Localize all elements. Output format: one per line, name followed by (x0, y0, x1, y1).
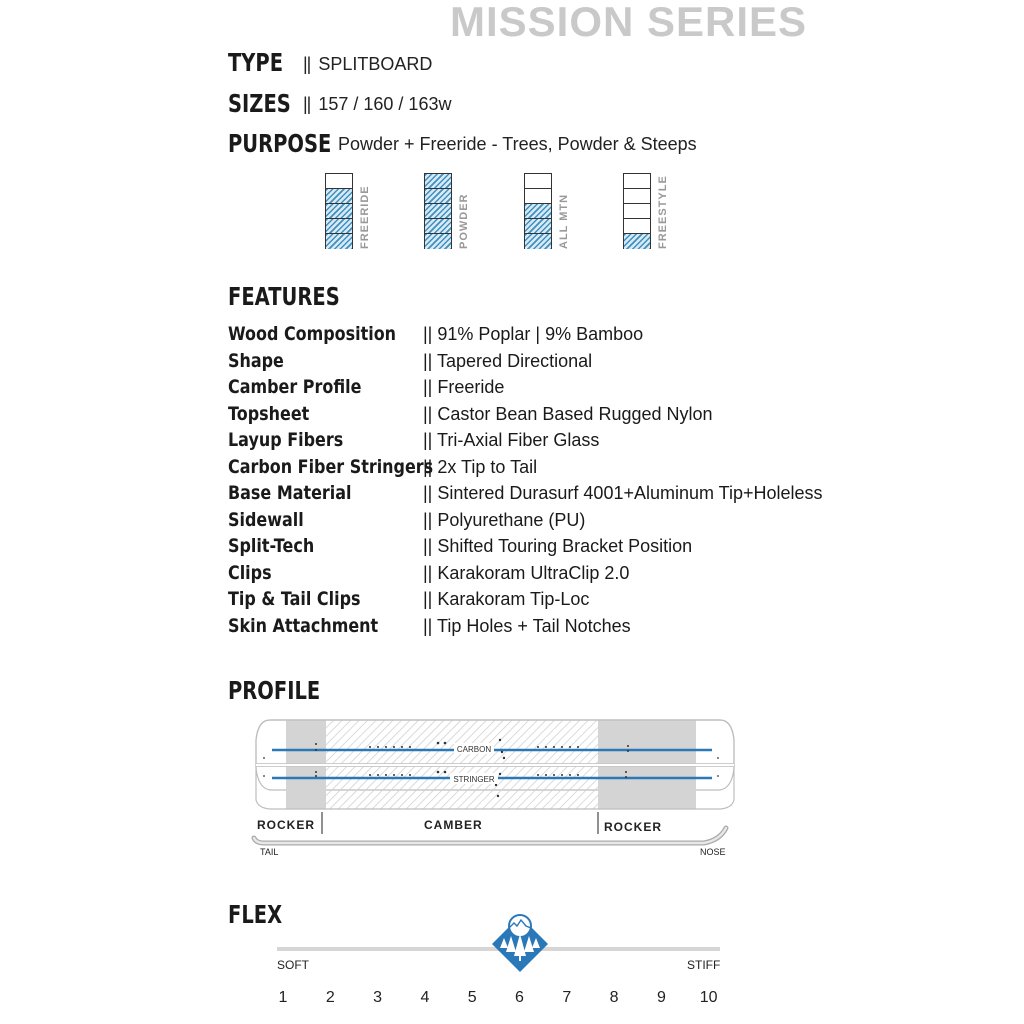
meter-cell (326, 189, 352, 204)
meter-cell (326, 174, 352, 189)
feature-value: || Tip Holes + Tail Notches (423, 615, 631, 636)
purpose-value: Powder + Freeride - Trees, Powder & Steeps (338, 134, 697, 154)
meter-cell (624, 189, 650, 204)
feature-name: Split-Tech (228, 535, 315, 557)
feature-value: || Freeride (423, 377, 505, 397)
features-heading: FEATURES (228, 282, 340, 311)
meter-cell (326, 234, 352, 249)
stringer-label: STRINGER (453, 775, 495, 784)
feature-value: || Karakoram UltraClip 2.0 (423, 562, 630, 583)
flex-soft-label: SOFT (277, 958, 309, 972)
flex-scale-number: 8 (609, 989, 619, 1006)
feature-value: || Shifted Touring Bracket Position (423, 536, 693, 556)
flex-stiff-label: STIFF (687, 958, 721, 972)
board-profile-diagram (250, 710, 740, 870)
feature-value: || Castor Bean Based Rugged Nylon (423, 403, 713, 424)
sizes-value: || 157 / 160 / 163w (303, 94, 451, 115)
purpose-meter-label: ALL MTN (558, 193, 570, 249)
feature-row (228, 403, 848, 429)
flex-scale-number: 7 (562, 989, 572, 1006)
flex-scale-number: 9 (656, 989, 666, 1006)
series-title: MISSION SERIES (450, 0, 808, 45)
feature-value: || Tri-Axial Fiber Glass (423, 430, 600, 450)
meter-cell (525, 219, 551, 234)
meter-cell (326, 204, 352, 219)
purpose-meter-freestyle (623, 173, 651, 249)
sizes-label: SIZES (228, 89, 291, 118)
purpose-meter-all-mtn (524, 173, 552, 249)
purpose-meter-powder (424, 173, 452, 249)
feature-row (228, 350, 848, 376)
feature-name: Shape (228, 349, 284, 372)
feature-row (228, 562, 848, 588)
meter-cell (525, 189, 551, 204)
meter-cell (425, 234, 451, 249)
purpose-label: PURPOSE (228, 129, 332, 158)
feature-value: || Tapered Directional (423, 350, 593, 371)
purpose-meter-label: FREESTYLE (657, 175, 669, 249)
feature-name: Sidewall (228, 508, 304, 531)
feature-row (228, 376, 848, 402)
feature-row (228, 615, 848, 641)
meter-cell (525, 174, 551, 189)
profile-heading: PROFILE (228, 676, 321, 705)
meter-cell (326, 219, 352, 234)
feature-name: Camber Profile (228, 376, 362, 398)
flex-scale-number: 10 (699, 989, 718, 1006)
feature-name: Carbon Fiber Stringers (228, 455, 434, 478)
flex-scale-number: 5 (467, 989, 477, 1006)
feature-name: Skin Attachment (228, 614, 379, 637)
meter-cell (624, 204, 650, 219)
purpose-meter-label: POWDER (458, 193, 470, 249)
rocker-nose-label: ROCKER (604, 820, 663, 834)
feature-row (228, 456, 848, 482)
feature-name: Tip & Tail Clips (228, 588, 361, 610)
flex-rating-marker (488, 912, 552, 976)
purpose-meter-label: FREERIDE (359, 185, 371, 249)
feature-row (228, 482, 848, 508)
feature-row (228, 429, 848, 455)
meter-cell (525, 204, 551, 219)
flex-scale-number: 4 (420, 989, 430, 1006)
nose-label: NOSE (700, 847, 726, 857)
feature-row (228, 535, 848, 561)
tail-label: TAIL (260, 847, 279, 857)
feature-value: || 2x Tip to Tail (423, 456, 538, 477)
meter-cell (624, 234, 650, 249)
flex-scale-number: 2 (325, 989, 335, 1006)
flex-scale-number: 3 (373, 989, 383, 1006)
flex-scale-number: 1 (278, 989, 288, 1006)
feature-value: || Polyurethane (PU) (423, 509, 586, 530)
feature-value: || Karakoram Tip-Loc (423, 589, 590, 609)
camber-label: CAMBER (424, 818, 483, 832)
feature-name: Layup Fibers (228, 429, 344, 451)
flex-heading: FLEX (228, 900, 283, 929)
feature-row (228, 509, 848, 535)
rocker-tail-label: ROCKER (257, 818, 316, 832)
feature-value: || Sintered Durasurf 4001+Aluminum Tip+Holeless (423, 483, 823, 503)
meter-cell (425, 189, 451, 204)
feature-name: Wood Composition (228, 323, 397, 345)
meter-cell (624, 219, 650, 234)
meter-cell (525, 234, 551, 249)
purpose-meter-freeride (325, 173, 353, 249)
type-label: TYPE (228, 48, 284, 77)
feature-name: Clips (228, 561, 272, 584)
meter-cell (624, 174, 650, 189)
feature-row (228, 588, 848, 614)
type-value: || SPLITBOARD (303, 54, 432, 75)
feature-name: Topsheet (228, 402, 310, 425)
meter-cell (425, 219, 451, 234)
flex-scale-number: 6 (515, 989, 524, 1006)
feature-name: Base Material (228, 482, 352, 504)
meter-cell (425, 204, 451, 219)
meter-cell (425, 174, 451, 189)
feature-row (228, 323, 848, 349)
carbon-label: CARBON (456, 745, 492, 754)
feature-value: || 91% Poplar | 9% Bamboo (423, 324, 644, 344)
board-top-view (256, 720, 734, 809)
